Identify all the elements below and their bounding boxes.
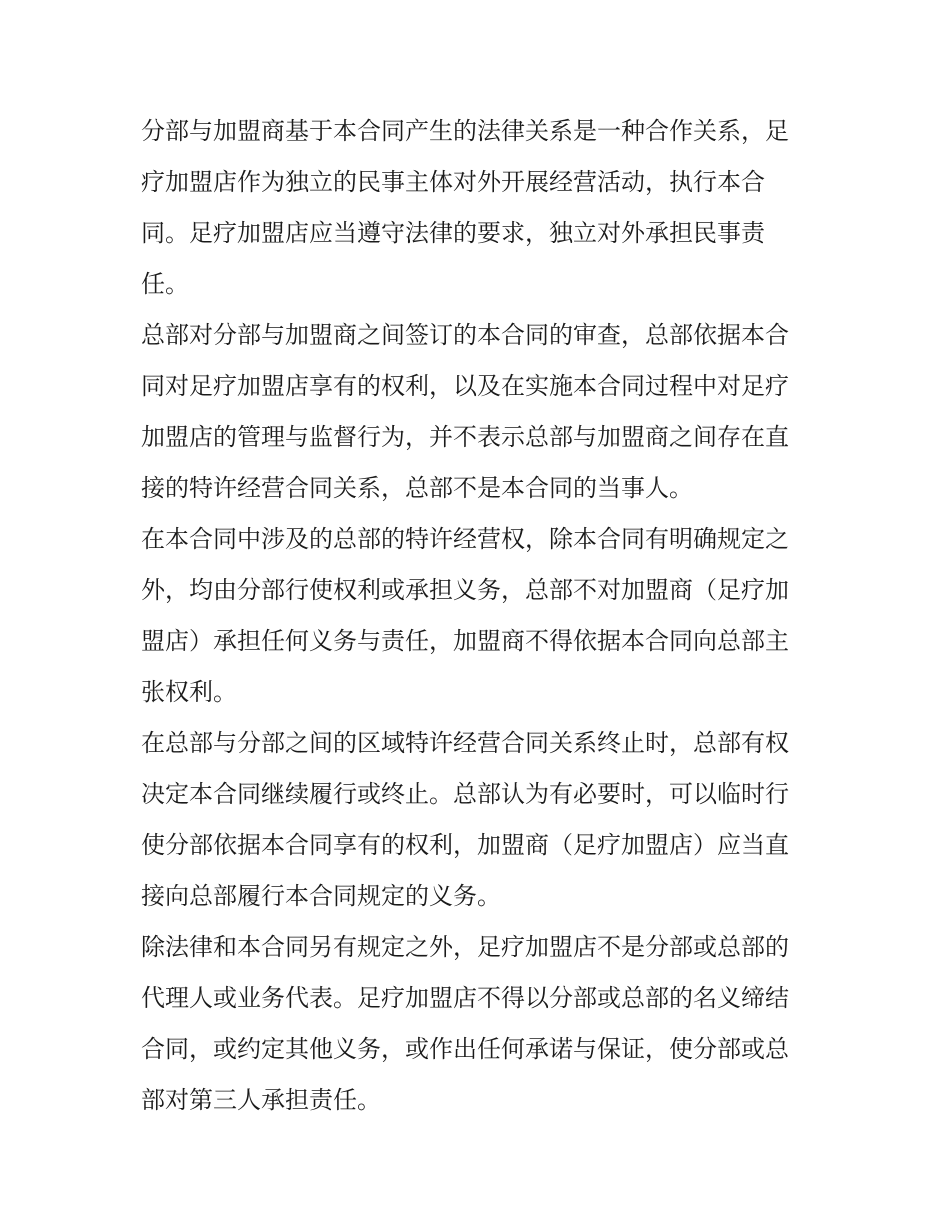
document-body — [141, 106, 813, 1126]
paragraph-5 — [141, 922, 813, 1126]
paragraph-3 — [141, 514, 813, 718]
paragraph-line: 部对第三人承担责任。 — [141, 1086, 381, 1114]
paragraph-line: 代理人或业务代表。足疗加盟店不得以分部或总部的名义缔结 — [141, 984, 789, 1012]
paragraph-line: 决定本合同继续履行或终止。总部认为有必要时，可以临时行 — [141, 780, 789, 808]
paragraph-line: 外，均由分部行使权利或承担义务，总部不对加盟商（足疗加 — [141, 576, 789, 604]
paragraph-line: 合同，或约定其他义务，或作出任何承诺与保证，使分部或总 — [141, 1035, 789, 1063]
paragraph-2 — [141, 310, 813, 514]
paragraph-line: 同。足疗加盟店应当遵守法律的要求，独立对外承担民事责 — [141, 219, 765, 247]
paragraph-line: 使分部依据本合同享有的权利，加盟商（足疗加盟店）应当直 — [141, 831, 789, 859]
paragraph-1 — [141, 106, 813, 310]
paragraph-line: 在总部与分部之间的区域特许经营合同关系终止时，总部有权 — [141, 729, 789, 757]
paragraph-line: 任。 — [141, 270, 189, 298]
paragraph-line: 加盟店的管理与监督行为，并不表示总部与加盟商之间存在直 — [141, 423, 789, 451]
paragraph-line: 接向总部履行本合同规定的义务。 — [141, 882, 501, 910]
paragraph-4 — [141, 718, 813, 922]
paragraph-line: 盟店）承担任何义务与责任，加盟商不得依据本合同向总部主 — [141, 627, 789, 655]
paragraph-line: 总部对分部与加盟商之间签订的本合同的审查，总部依据本合 — [141, 321, 789, 349]
paragraph-line: 分部与加盟商基于本合同产生的法律关系是一种合作关系，足 — [141, 117, 789, 145]
paragraph-line: 疗加盟店作为独立的民事主体对外开展经营活动，执行本合 — [141, 168, 765, 196]
paragraph-line: 在本合同中涉及的总部的特许经营权，除本合同有明确规定之 — [141, 525, 789, 553]
paragraph-line: 张权利。 — [141, 678, 237, 706]
paragraph-line: 接的特许经营合同关系，总部不是本合同的当事人。 — [141, 474, 693, 502]
paragraph-line: 同对足疗加盟店享有的权利，以及在实施本合同过程中对足疗 — [141, 372, 789, 400]
paragraph-line: 除法律和本合同另有规定之外，足疗加盟店不是分部或总部的 — [141, 933, 789, 961]
